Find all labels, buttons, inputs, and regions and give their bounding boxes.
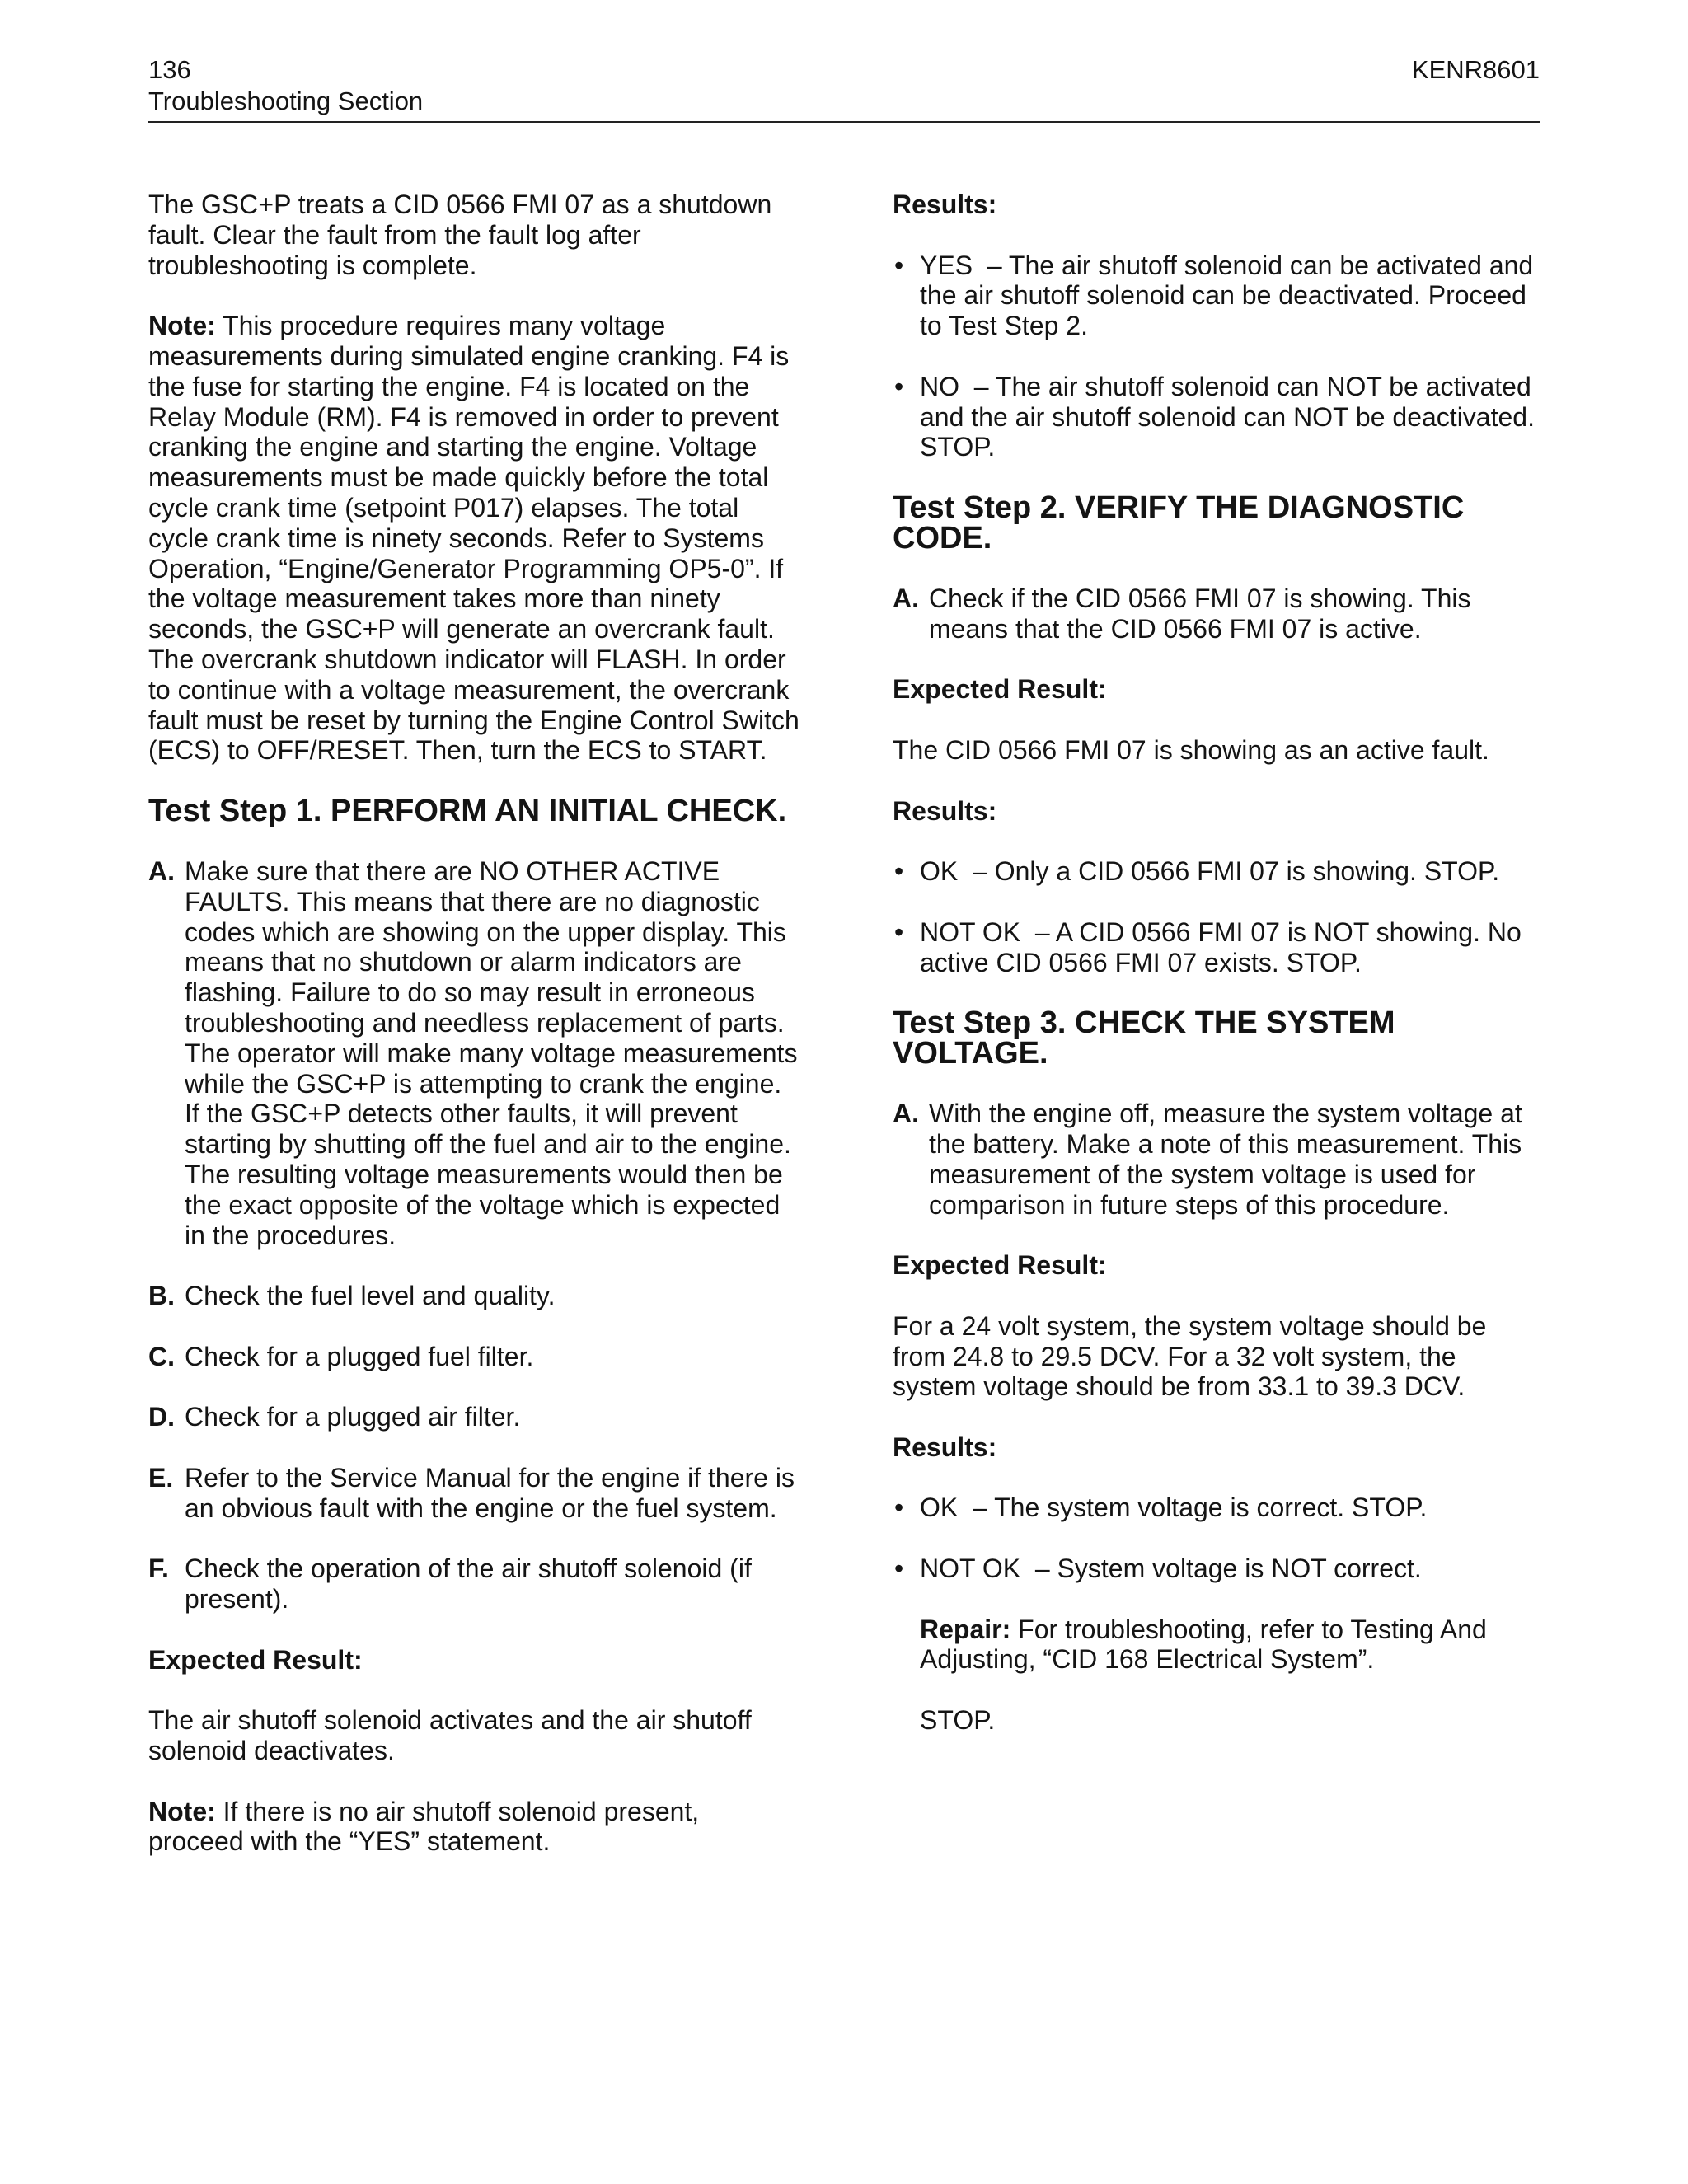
expected-result-label: Expected Result: xyxy=(893,674,1107,705)
bullet-icon: • xyxy=(894,916,904,947)
header-divider xyxy=(148,121,1540,123)
left-column xyxy=(148,190,799,1887)
page-number: 136 xyxy=(148,55,191,84)
bullet-icon: • xyxy=(894,250,904,280)
result-not-ok xyxy=(893,1554,1544,1584)
step1-item-a xyxy=(148,856,799,1250)
note-label: Note: xyxy=(148,1796,216,1826)
results-label: Results: xyxy=(893,190,997,219)
document-id: KENR8601 xyxy=(1411,55,1540,84)
step-text: Make sure that there are NO OTHER ACTIVE FAULTS. This means that there are no diagnostic codes which are showing on the upper display. This means that no shutdown or alarm indicators are flashing. Failure to do so may result in erroneous troubleshooting and needless replacement of parts. The operator will make many voltage measurements while the GSC+P is attempting to crank the engine. If the GSC+P detects other faults, it will prevent starting by shutting off the fuel and air to the engine. The resulting voltage measurements would then be the exact opposite of the voltage which is expected in the procedures. xyxy=(185,855,798,1250)
expected-result-text: For a 24 volt system, the system voltage should be from 24.8 to 29.5 DCV. For a 32 volt system, the system voltage should be from 33.1 to 39.3 DCV. xyxy=(893,1310,1487,1402)
step-text: Check for a plugged air filter. xyxy=(185,1402,521,1432)
repair-text: For troubleshooting, refer to Testing And Adjusting, “CID 168 Electrical System”. xyxy=(920,1614,1487,1675)
results-label: Results: xyxy=(893,795,997,826)
result-no xyxy=(893,372,1544,462)
intro-paragraph: The GSC+P treats a CID 0566 FMI 07 as a shutdown fault. Clear the fault from the fault log after troubleshooting is complete. xyxy=(148,190,772,280)
bullet-icon: • xyxy=(894,1554,904,1584)
bullet-icon: • xyxy=(894,1493,904,1523)
step2-item-a xyxy=(893,583,1544,644)
result-key: NOT OK xyxy=(920,1554,1021,1584)
test-step-2-heading: Test Step 2. VERIFY THE DIAGNOSTIC CODE. xyxy=(893,490,1465,555)
step1-item-c xyxy=(148,1342,799,1372)
result-text: – The air shutoff solenoid can be activated and the air shutoff solenoid can be deactivated. Proceed to Test Step 2. xyxy=(920,250,1534,341)
step-label: C. xyxy=(148,1341,175,1371)
step-text: With the engine off, measure the system voltage at the battery. Make a note of this measurement. This measurement of the system voltage is used for comparison in future steps of this procedure. xyxy=(929,1099,1522,1220)
result-yes xyxy=(893,251,1544,341)
section-title: Troubleshooting Section xyxy=(148,87,424,115)
step-label: A. xyxy=(893,1099,919,1129)
step1-item-b xyxy=(148,1281,799,1311)
step1-item-d xyxy=(148,1402,799,1432)
results-label: Results: xyxy=(893,1432,997,1462)
step1-item-f xyxy=(148,1554,799,1615)
result-key: OK xyxy=(920,856,959,887)
repair-paragraph xyxy=(893,1615,1544,1675)
result-text: – The air shutoff solenoid can NOT be activated and the air shutoff solenoid can NOT be deactivated. STOP. xyxy=(920,371,1535,462)
step-label: A. xyxy=(148,855,175,886)
step-text: Refer to the Service Manual for the engine if there is an obvious fault with the engine or the fuel system. xyxy=(185,1462,795,1523)
stop-text: STOP. xyxy=(920,1705,996,1736)
bullet-icon: • xyxy=(894,371,904,401)
result-key: YES xyxy=(920,250,973,280)
result-key: OK xyxy=(920,1493,959,1523)
result-text: – Only a CID 0566 FMI 07 is showing. STOP. xyxy=(973,856,1500,887)
right-column xyxy=(893,190,1544,1766)
expected-result-label: Expected Result: xyxy=(148,1644,363,1675)
test-step-1-heading: Test Step 1. PERFORM AN INITIAL CHECK. xyxy=(148,793,787,828)
result-text: – The system voltage is correct. STOP. xyxy=(973,1493,1428,1523)
note-paragraph xyxy=(148,311,799,766)
note-text: This procedure requires many voltage measurements during simulated engine cranking. F4 is the fuse for starting the engine. F4 is located on the Relay Module (RM). F4 is removed in order to prevent cranking the engine and starting the engine. Voltage measurements must be made quickly before the total cycle crank time (setpoint P017) elapses. The total cycle crank time is ninety seconds. Refer to Systems Operation, “Engine/Generator Programming OP5-0”. If the voltage measurement takes more than ninety seconds, the GSC+P will generate an overcrank fault. The overcrank shutdown indicator will FLASH. In order to continue with a voltage measurement, the overcrank fault must be reset by turning the Engine Control Switch (ECS) to OFF/RESET. Then, turn the ECS to START. xyxy=(148,311,799,766)
step-text: Check for a plugged fuel filter. xyxy=(185,1341,534,1371)
step-text: Check if the CID 0566 FMI 07 is showing. This means that the CID 0566 FMI 07 is active. xyxy=(929,583,1471,644)
result-text: – System voltage is NOT correct. xyxy=(1034,1554,1422,1584)
result-ok xyxy=(893,1493,1544,1523)
bullet-icon: • xyxy=(894,856,904,887)
note-label: Note: xyxy=(148,311,216,341)
result-key: NO xyxy=(920,371,959,401)
step3-item-a xyxy=(893,1099,1544,1220)
repair-label: Repair: xyxy=(920,1614,1011,1644)
result-ok xyxy=(893,856,1544,887)
expected-result-text: The CID 0566 FMI 07 is showing as an active fault. xyxy=(893,734,1489,765)
step1-item-e xyxy=(148,1463,799,1524)
step-label: E. xyxy=(148,1462,174,1493)
result-not-ok xyxy=(893,917,1544,978)
step-label: A. xyxy=(893,583,919,613)
expected-result-label: Expected Result: xyxy=(893,1250,1107,1281)
expected-result-text: The air shutoff solenoid activates and the air shutoff solenoid deactivates. xyxy=(148,1705,752,1766)
step-label: F. xyxy=(148,1554,169,1584)
result-text: – A CID 0566 FMI 07 is NOT showing. No active CID 0566 FMI 07 exists. STOP. xyxy=(920,916,1522,977)
step-label: B. xyxy=(148,1281,175,1311)
note2-paragraph xyxy=(148,1797,799,1858)
step-text: Check the fuel level and quality. xyxy=(185,1281,556,1311)
test-step-3-heading: Test Step 3. CHECK THE SYSTEM VOLTAGE. xyxy=(893,1005,1395,1071)
step-text: Check the operation of the air shutoff solenoid (if present). xyxy=(185,1554,752,1615)
note-text: If there is no air shutoff solenoid present, proceed with the “YES” statement. xyxy=(148,1796,700,1857)
page-header-left xyxy=(148,54,423,117)
result-key: NOT OK xyxy=(920,916,1021,947)
step-label: D. xyxy=(148,1402,175,1432)
